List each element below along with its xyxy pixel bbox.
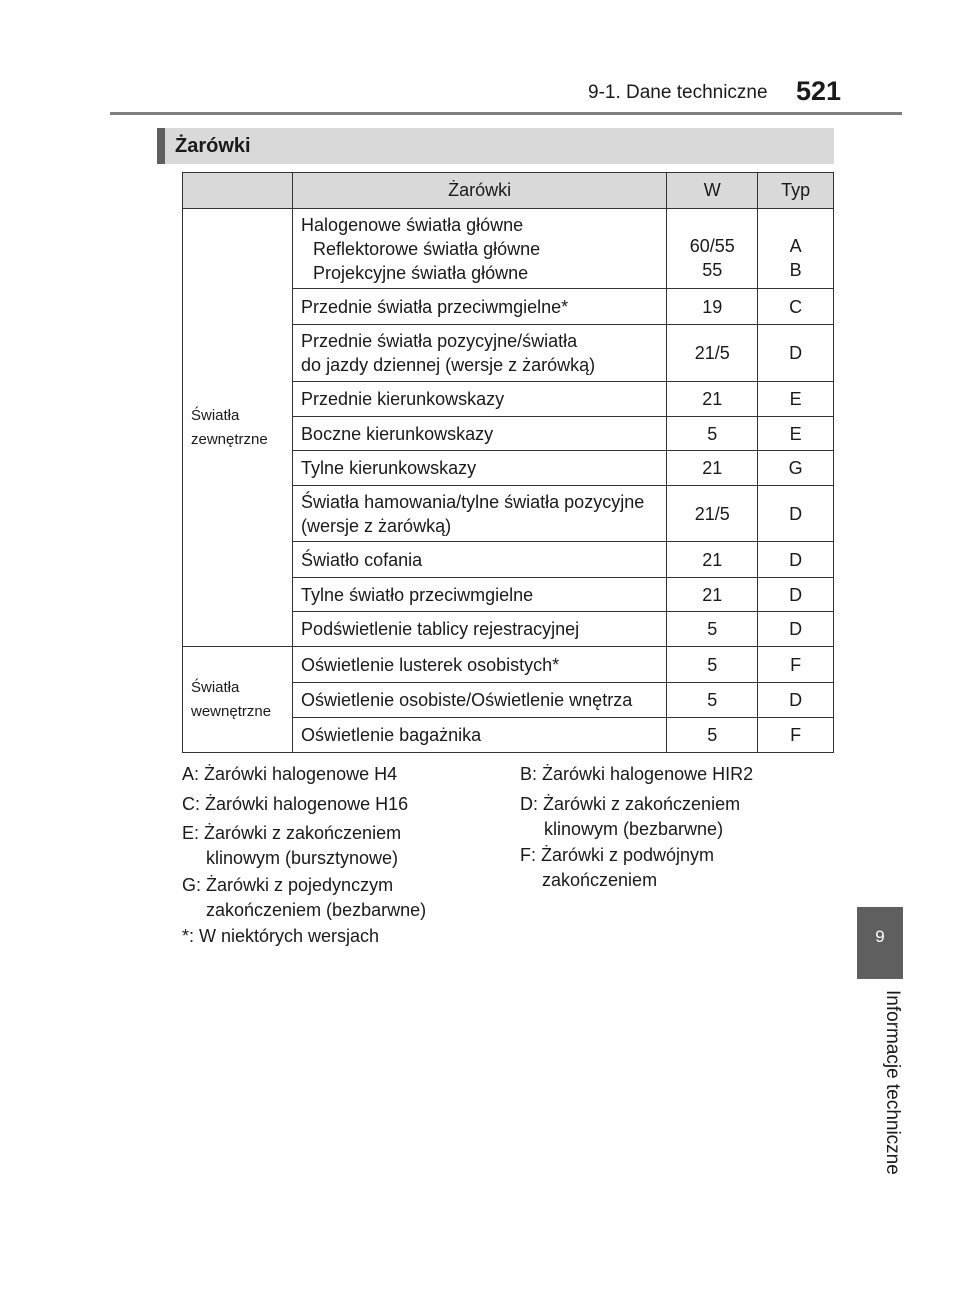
headlights-typ1: A	[789, 236, 802, 256]
row-w: 21/5	[667, 486, 758, 542]
row-w: 5	[667, 683, 758, 718]
headlights-sub1: Reflektorowe światła główne	[313, 238, 541, 259]
row-name: Oświetlenie lusterek osobistych*	[293, 647, 667, 683]
section-heading-bar	[157, 128, 834, 164]
note-c: C: Żarówki halogenowe H16	[182, 794, 409, 814]
row-name: Tylne światło przeciwmgielne	[293, 578, 667, 612]
row-w: 5	[667, 647, 758, 683]
headlights-cell	[293, 209, 667, 289]
row-typ: C	[758, 289, 834, 325]
table-header-row	[183, 173, 834, 209]
header-divider	[110, 112, 902, 115]
header-section-title: 9-1. Dane techniczne	[588, 82, 768, 103]
row-name: Tylne kierunkowskazy	[293, 451, 667, 486]
note-f-line1: F: Żarówki z podwójnym	[520, 845, 715, 865]
section-title: Żarówki	[175, 135, 251, 157]
note-star: *: W niektórych wersjach	[182, 926, 380, 946]
row-typ: D	[758, 542, 834, 578]
row-name: Oświetlenie bagażnika	[293, 718, 667, 753]
headlights-w	[667, 209, 758, 289]
headlights-w2: 55	[702, 260, 723, 280]
note-f-line2: zakończeniem	[542, 870, 658, 890]
row-name: Światło cofania	[293, 542, 667, 578]
group-interior: Światła wewnętrzne	[183, 647, 293, 753]
note-g-line1: G: Żarówki z pojedynczym	[182, 875, 394, 895]
row-typ: F	[758, 718, 834, 753]
row-typ: G	[758, 451, 834, 486]
headlights-typ	[758, 209, 834, 289]
header-bulbs: Żarówki	[293, 173, 667, 209]
row-name: Podświetlenie tablicy rejestracyjnej	[293, 612, 667, 647]
note-e	[182, 821, 401, 871]
row-w: 21	[667, 382, 758, 417]
headlights-typ2: B	[789, 260, 802, 280]
row-name: Przednie światła przeciwmgielne*	[293, 289, 667, 325]
headlights-w1: 60/55	[689, 236, 735, 256]
row-w: 21	[667, 451, 758, 486]
headlights-title: Halogenowe światła główne	[301, 214, 524, 235]
section-accent-bar	[157, 128, 165, 164]
page-number: 521	[796, 76, 842, 106]
row-typ: D	[758, 612, 834, 647]
row-typ: D	[758, 683, 834, 718]
row-name	[293, 325, 667, 382]
row-typ: E	[758, 382, 834, 417]
note-g	[182, 873, 426, 923]
row-w: 21/5	[667, 325, 758, 382]
note-d-line2: klinowym (bezbarwne)	[544, 819, 724, 839]
row-w: 5	[667, 417, 758, 451]
bulbs-table	[182, 172, 834, 753]
note-f	[520, 843, 714, 893]
note-d-line1: D: Żarówki z zakończeniem	[520, 794, 741, 814]
chapter-label: Informacje techniczne	[882, 989, 903, 1175]
row-typ: D	[758, 578, 834, 612]
row-typ: F	[758, 647, 834, 683]
row-name	[293, 486, 667, 542]
row-w: 21	[667, 542, 758, 578]
note-b: B: Żarówki halogenowe HIR2	[520, 764, 754, 784]
row-name-line2: do jazdy dziennej (wersje z żarówką)	[301, 355, 596, 375]
row-typ: E	[758, 417, 834, 451]
row-name: Boczne kierunkowskazy	[293, 417, 667, 451]
note-e-line2: klinowym (bursztynowe)	[206, 848, 399, 868]
header-w: W	[667, 173, 758, 209]
group-exterior: Światła zewnętrzne	[183, 209, 293, 647]
note-d	[520, 792, 740, 842]
row-w: 21	[667, 578, 758, 612]
row-name: Oświetlenie osobiste/Oświetlenie wnętrza	[293, 683, 667, 718]
row-w: 5	[667, 612, 758, 647]
headlights-sub2: Projekcyjne światła główne	[313, 262, 529, 283]
chapter-number: 9	[875, 927, 885, 946]
row-name: Przednie kierunkowskazy	[293, 382, 667, 417]
header-type: Typ	[758, 173, 834, 209]
table-row	[183, 209, 834, 289]
row-typ: D	[758, 486, 834, 542]
table-row	[183, 647, 834, 683]
row-w: 5	[667, 718, 758, 753]
chapter-tab	[857, 907, 903, 979]
row-typ: D	[758, 325, 834, 382]
row-name-line1: Światła hamowania/tylne światła pozycyjne	[301, 491, 645, 512]
note-a: A: Żarówki halogenowe H4	[182, 764, 398, 784]
row-w: 19	[667, 289, 758, 325]
row-name-line1: Przednie światła pozycyjne/światła	[301, 331, 578, 351]
header-group	[183, 173, 293, 209]
note-e-line1: E: Żarówki z zakończeniem	[182, 823, 402, 843]
note-g-line2: zakończeniem (bezbarwne)	[206, 900, 427, 920]
row-name-line2: (wersje z żarówką)	[301, 515, 452, 536]
